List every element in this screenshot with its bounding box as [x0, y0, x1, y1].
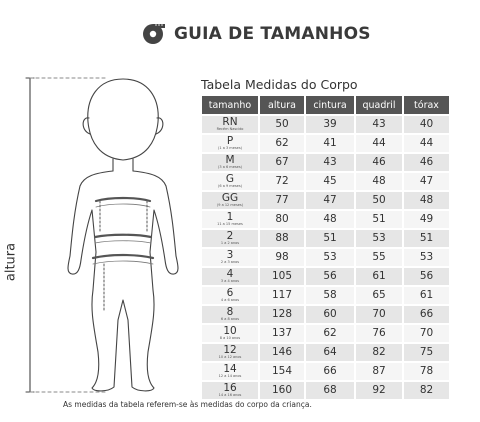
size-age-range: (3 a 6 meses) [217, 165, 243, 169]
table-row [202, 268, 449, 285]
size-label: 16 [223, 382, 237, 394]
altura-cell: 80 [260, 211, 304, 228]
table-body [202, 116, 449, 399]
size-cell [202, 211, 258, 228]
cintura-cell: 68 [306, 382, 354, 399]
table-row [202, 306, 449, 323]
quadril-cell: 70 [356, 306, 402, 323]
altura-cell: 117 [260, 287, 304, 304]
size-cell [202, 268, 258, 285]
size-label: 2 [226, 230, 234, 242]
size-cell [202, 192, 258, 209]
cintura-cell: 64 [306, 344, 354, 361]
torax-cell: 56 [404, 268, 449, 285]
size-age-range: (1 a 3 meses) [217, 146, 243, 150]
quadril-cell: 53 [356, 230, 402, 247]
quadril-cell: 87 [356, 363, 402, 380]
torax-cell: 44 [404, 135, 449, 152]
table-row [202, 287, 449, 304]
size-label: P [226, 135, 234, 147]
altura-cell: 154 [260, 363, 304, 380]
size-cell [202, 173, 258, 190]
quadril-cell: 92 [356, 382, 402, 399]
table-row [202, 192, 449, 209]
size-age-range: 4 a 6 anos [220, 298, 240, 302]
size-age-range: 3 a 4 anos [220, 279, 240, 283]
torax-cell: 49 [404, 211, 449, 228]
torax-cell: 47 [404, 173, 449, 190]
table-row [202, 363, 449, 380]
altura-cell: 62 [260, 135, 304, 152]
column-header-tamanho: tamanho [202, 96, 258, 114]
torax-cell: 53 [404, 249, 449, 266]
torax-cell: 46 [404, 154, 449, 171]
quadril-cell: 76 [356, 325, 402, 342]
size-cell [202, 135, 258, 152]
page-title: GUIA DE TAMANHOS [174, 24, 371, 44]
table-row [202, 382, 449, 399]
size-cell [202, 249, 258, 266]
size-age-range: 1 a 2 anos [220, 241, 240, 245]
altura-cell: 72 [260, 173, 304, 190]
altura-cell: 98 [260, 249, 304, 266]
table-row [202, 325, 449, 342]
table-row [202, 154, 449, 171]
altura-cell: 137 [260, 325, 304, 342]
table-row [202, 249, 449, 266]
size-age-range: 6 a 8 anos [220, 317, 240, 321]
altura-cell: 160 [260, 382, 304, 399]
size-label: 8 [226, 306, 234, 318]
torax-cell: 40 [404, 116, 449, 133]
size-cell [202, 344, 258, 361]
quadril-cell: 50 [356, 192, 402, 209]
size-label: 3 [226, 249, 234, 261]
cintura-cell: 43 [306, 154, 354, 171]
torax-cell: 48 [404, 192, 449, 209]
table-footnote: As medidas da tabela referem-se às medidas do corpo da criança. [63, 400, 312, 409]
altura-cell: 146 [260, 344, 304, 361]
quadril-cell: 44 [356, 135, 402, 152]
size-label: 12 [223, 344, 237, 356]
page-header [142, 16, 371, 52]
size-label: G [225, 173, 235, 185]
table-row [202, 211, 449, 228]
cintura-cell: 62 [306, 325, 354, 342]
quadril-cell: 51 [356, 211, 402, 228]
quadril-cell: 82 [356, 344, 402, 361]
size-age-range: 14 a 16 anos [218, 393, 242, 397]
table-header-row [202, 96, 449, 114]
torax-cell: 51 [404, 230, 449, 247]
cintura-cell: 60 [306, 306, 354, 323]
altura-cell: 67 [260, 154, 304, 171]
column-header-quadril: quadril [356, 96, 402, 114]
quadril-cell: 46 [356, 154, 402, 171]
cintura-cell: 58 [306, 287, 354, 304]
size-age-range: 8 a 10 anos [219, 336, 241, 340]
size-age-range: 12 a 14 anos [218, 374, 242, 378]
size-cell [202, 382, 258, 399]
cintura-cell: 48 [306, 211, 354, 228]
size-cell [202, 306, 258, 323]
size-cell [202, 230, 258, 247]
child-figure-area [0, 70, 200, 405]
altura-cell: 128 [260, 306, 304, 323]
size-label: 6 [226, 287, 234, 299]
torax-cell: 66 [404, 306, 449, 323]
size-age-range: (6 a 9 meses) [217, 184, 243, 188]
quadril-cell: 65 [356, 287, 402, 304]
table-row [202, 344, 449, 361]
quadril-cell: 61 [356, 268, 402, 285]
size-cell [202, 116, 258, 133]
cintura-cell: 53 [306, 249, 354, 266]
table-row [202, 230, 449, 247]
size-age-range: Recém Nascido [216, 127, 244, 131]
size-cell [202, 363, 258, 380]
quadril-cell: 55 [356, 249, 402, 266]
altura-cell: 77 [260, 192, 304, 209]
torax-cell: 75 [404, 344, 449, 361]
table-title: Tabela Medidas do Corpo [201, 77, 358, 92]
cintura-cell: 45 [306, 173, 354, 190]
size-label: 4 [226, 268, 234, 280]
size-label: M [225, 154, 235, 166]
quadril-cell: 43 [356, 116, 402, 133]
torax-cell: 70 [404, 325, 449, 342]
column-header-torax: tórax [404, 96, 449, 114]
size-cell [202, 325, 258, 342]
size-table [200, 94, 451, 401]
table-row [202, 173, 449, 190]
torax-cell: 78 [404, 363, 449, 380]
size-age-range: (9 a 12 meses) [216, 203, 244, 207]
cintura-cell: 41 [306, 135, 354, 152]
column-header-altura: altura [260, 96, 304, 114]
child-silhouette-illustration [0, 70, 200, 405]
cintura-cell: 39 [306, 116, 354, 133]
size-label: 10 [223, 325, 237, 337]
torax-cell: 61 [404, 287, 449, 304]
altura-cell: 105 [260, 268, 304, 285]
size-label: RN [222, 116, 238, 128]
cintura-cell: 51 [306, 230, 354, 247]
size-age-range: 11 a 15 meses [217, 222, 243, 226]
size-cell [202, 154, 258, 171]
altura-cell: 88 [260, 230, 304, 247]
altura-cell: 50 [260, 116, 304, 133]
height-axis-label: altura [3, 242, 19, 282]
size-label: 14 [223, 363, 237, 375]
table-row [202, 116, 449, 133]
size-label: GG [221, 192, 239, 204]
cintura-cell: 47 [306, 192, 354, 209]
quadril-cell: 48 [356, 173, 402, 190]
size-cell [202, 287, 258, 304]
cintura-cell: 66 [306, 363, 354, 380]
measuring-tape-icon [142, 22, 166, 46]
size-age-range: 2 a 3 anos [220, 260, 240, 264]
column-header-cintura: cintura [306, 96, 354, 114]
torax-cell: 82 [404, 382, 449, 399]
size-label: 1 [226, 211, 234, 223]
child-head [88, 79, 158, 160]
cintura-cell: 56 [306, 268, 354, 285]
size-age-range: 10 a 12 anos [218, 355, 242, 359]
table-row [202, 135, 449, 152]
